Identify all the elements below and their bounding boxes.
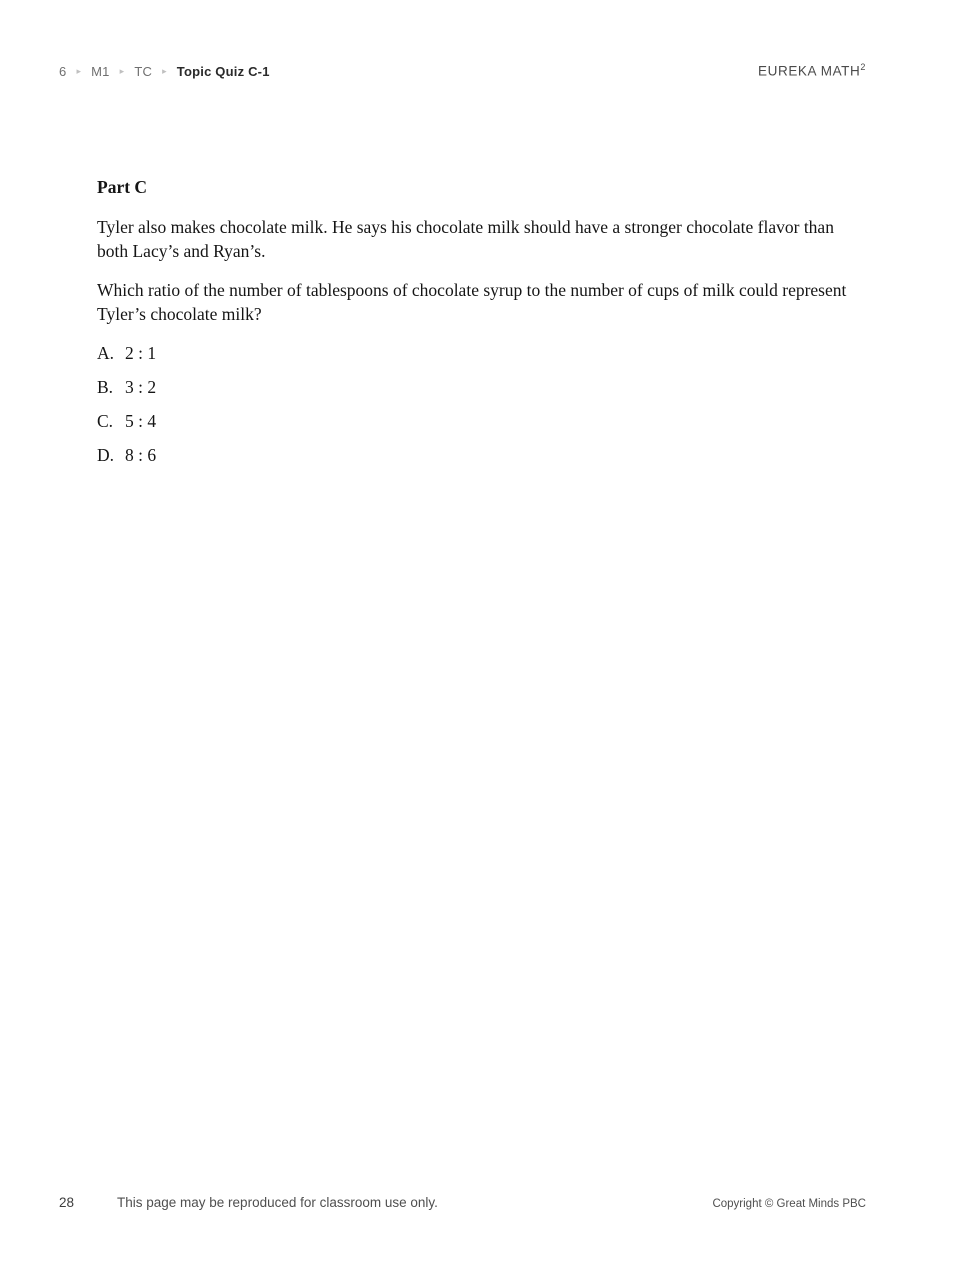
choice-value: 5 : 4: [125, 410, 157, 431]
choice-row: [97, 375, 863, 400]
choice-letter: C.: [97, 410, 114, 431]
brand-superscript: 2: [860, 62, 866, 72]
page-header: [59, 62, 866, 79]
breadcrumb-quiz-title: Topic Quiz C-1: [176, 63, 270, 79]
breadcrumb-separator-icon: ▸: [76, 65, 82, 76]
breadcrumb-topic: TC: [134, 63, 153, 79]
breadcrumb-separator-icon: ▸: [162, 65, 167, 76]
choice-letter: B.: [97, 376, 114, 397]
choice-row: [97, 341, 863, 366]
copyright-text: Copyright © Great Minds PBC: [712, 1198, 866, 1210]
breadcrumb-separator-icon: ▸: [119, 65, 125, 76]
brand-logo: [758, 62, 866, 79]
brand-name: EUREKA MATH: [758, 63, 861, 79]
choice-list: [97, 341, 863, 468]
breadcrumb-grade: 6: [59, 63, 67, 79]
part-heading: Part C: [97, 177, 148, 197]
choice-value: 3 : 2: [125, 376, 157, 397]
choice-value: 8 : 6: [125, 444, 157, 465]
choice-letter: D.: [97, 444, 115, 465]
choice-letter: A.: [97, 342, 115, 363]
page-number: 28: [59, 1195, 75, 1210]
question-context-paragraph: Tyler also makes chocolate milk. He says his chocolate milk should have a stronger chocolate flavor than both Lacy’s and Ryan’s.: [97, 216, 834, 261]
reproduction-notice: This page may be reproduced for classroom use only.: [117, 1195, 438, 1210]
choice-row: [97, 443, 863, 468]
question-prompt-paragraph: Which ratio of the number of tablespoons of chocolate syrup to the number of cups of milk could represent Tyler’s chocolate milk?: [97, 279, 847, 324]
page-footer: [59, 1195, 866, 1210]
breadcrumb-module: M1: [91, 63, 110, 79]
quiz-content: [97, 175, 863, 477]
choice-row: [97, 409, 863, 434]
breadcrumb: [59, 64, 270, 79]
choice-value: 2 : 1: [125, 342, 157, 363]
